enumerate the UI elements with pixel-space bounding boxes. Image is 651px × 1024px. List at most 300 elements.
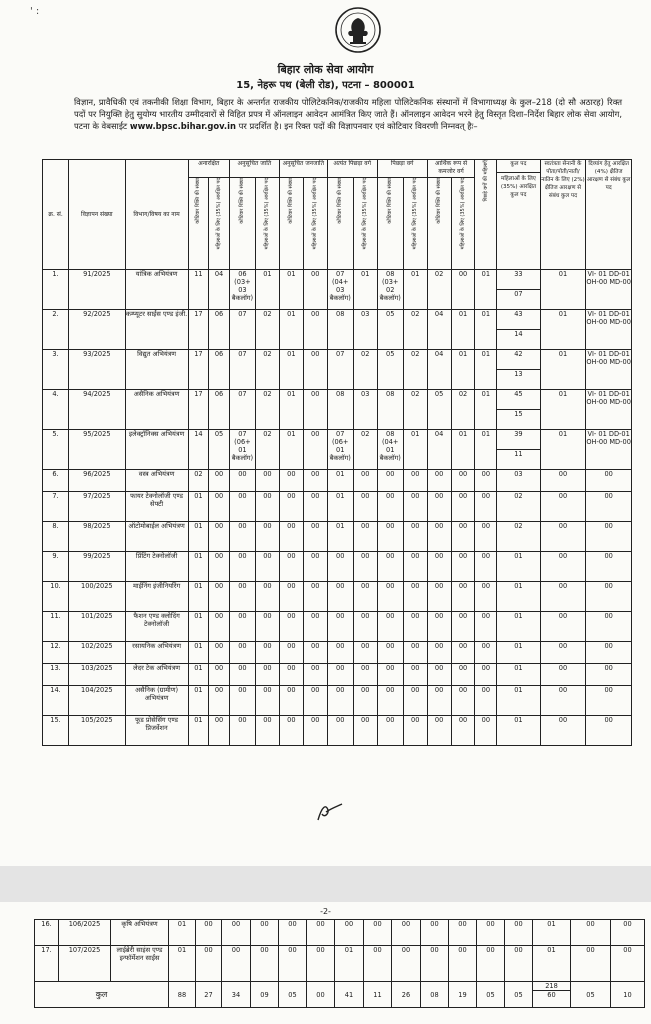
total-value: 08 bbox=[421, 982, 449, 1008]
cell-value: 00 bbox=[255, 642, 279, 664]
cell-sno: 5. bbox=[43, 430, 69, 470]
cell-adv: 101/2025 bbox=[69, 612, 126, 642]
cell-freedom: 01 bbox=[540, 390, 586, 430]
cell-value: 00 bbox=[477, 946, 505, 982]
cell-value: 01 bbox=[279, 310, 303, 350]
cell-value: 00 bbox=[475, 612, 497, 642]
cell-value: 00 bbox=[505, 946, 533, 982]
cell-dept: ऑटोमोबाईल अभियंत्रण bbox=[125, 522, 188, 552]
cell-value: 00 bbox=[353, 612, 377, 642]
cell-value: 06 bbox=[209, 390, 230, 430]
total-grand-women: 60 bbox=[533, 990, 570, 999]
cell-sno: 10. bbox=[43, 582, 69, 612]
total-value: 11 bbox=[364, 982, 392, 1008]
cell-value: 00 bbox=[279, 664, 303, 686]
corner-mark: ' : bbox=[30, 6, 40, 17]
cell-value: 01 bbox=[475, 430, 497, 470]
cell-value: 00 bbox=[475, 642, 497, 664]
cell-value: 00 bbox=[303, 350, 327, 390]
cell-total: 02 bbox=[497, 522, 540, 552]
cell-value: 05 bbox=[377, 310, 403, 350]
cell-value: 17 bbox=[188, 350, 209, 390]
cell-value: 00 bbox=[377, 492, 403, 522]
cell-value: 01 bbox=[475, 350, 497, 390]
cell-value: 00 bbox=[303, 310, 327, 350]
cell-value: 00 bbox=[327, 664, 353, 686]
cell-divyang: 00 bbox=[586, 552, 632, 582]
cell-value: 00 bbox=[451, 716, 475, 746]
cell-freedom: 00 bbox=[540, 470, 586, 492]
cell-value: 00 bbox=[209, 492, 230, 522]
cell-value: 00 bbox=[303, 552, 327, 582]
cell-sno: 7. bbox=[43, 492, 69, 522]
cell-freedom: 01 bbox=[540, 430, 586, 470]
cell-value: 04 bbox=[209, 270, 230, 310]
cell-value: 02 bbox=[255, 390, 279, 430]
cell-value: 00 bbox=[229, 552, 255, 582]
cell-value: 00 bbox=[427, 470, 451, 492]
total-divyang: 10 bbox=[611, 982, 645, 1008]
cell-sno: 6. bbox=[43, 470, 69, 492]
th-total bbox=[497, 160, 540, 270]
cell-value: 02 bbox=[403, 350, 427, 390]
cell-value: 00 bbox=[251, 920, 279, 946]
cell-value: 01 bbox=[188, 492, 209, 522]
cell-value: 11 bbox=[188, 270, 209, 310]
cell-adv: 106/2025 bbox=[59, 920, 111, 946]
cell-value: 00 bbox=[353, 664, 377, 686]
cell-value: 00 bbox=[255, 664, 279, 686]
cell-freedom: 01 bbox=[540, 310, 586, 350]
table-row bbox=[43, 470, 632, 492]
cell-value: 00 bbox=[255, 470, 279, 492]
cell-value: 00 bbox=[427, 612, 451, 642]
cell-value: 00 bbox=[279, 920, 307, 946]
cell-value: 00 bbox=[209, 582, 230, 612]
total-value: 05 bbox=[477, 982, 505, 1008]
cell-value: 00 bbox=[377, 612, 403, 642]
cell-divyang: 00 bbox=[586, 716, 632, 746]
cell-value: 00 bbox=[196, 920, 222, 946]
cell-freedom: 00 bbox=[540, 582, 586, 612]
th-group-sc: अनुसूचित जाति bbox=[229, 160, 279, 178]
cell-value: 00 bbox=[353, 522, 377, 552]
th-sub-category-count: कोटिवार रिक्ति की संख्या bbox=[427, 178, 451, 270]
cell-sno: 1. bbox=[43, 270, 69, 310]
cell-dept: माईनिंग इंजीनियरिंग bbox=[125, 582, 188, 612]
cell-value: 00 bbox=[421, 946, 449, 982]
cell-value: 00 bbox=[209, 686, 230, 716]
cell-value: 00 bbox=[377, 716, 403, 746]
cell-value: 00 bbox=[403, 552, 427, 582]
cell-value: 02 bbox=[403, 310, 427, 350]
cell-value: 08 bbox=[327, 310, 353, 350]
cell-total: 33 bbox=[497, 270, 540, 290]
cell-total: 01 bbox=[497, 686, 540, 716]
total-value: 05 bbox=[505, 982, 533, 1008]
th-sub-women-reserved: महिलाओं के लिए (35%) आरक्षित पद bbox=[209, 178, 230, 270]
total-value: 41 bbox=[335, 982, 364, 1008]
cell-value: 00 bbox=[451, 642, 475, 664]
cell-value: 01 bbox=[353, 270, 377, 310]
total-value: 00 bbox=[307, 982, 335, 1008]
cell-value: 00 bbox=[353, 686, 377, 716]
cell-divyang: 00 bbox=[586, 612, 632, 642]
cell-dept: रसायनिक अभियंत्रण bbox=[125, 642, 188, 664]
cell-adv: 102/2025 bbox=[69, 642, 126, 664]
cell-value: 01 bbox=[335, 946, 364, 982]
cell-dept: फैशन एण्ड क्लोदिंग टेक्नोलॉजी bbox=[125, 612, 188, 642]
cell-value: 00 bbox=[279, 522, 303, 552]
cell-sno: 11. bbox=[43, 612, 69, 642]
cell-value: 07 bbox=[327, 350, 353, 390]
signature-icon bbox=[310, 800, 350, 824]
cell-value: 06 bbox=[209, 310, 230, 350]
th-sub-category-count: कोटिवार रिक्ति की संख्या bbox=[327, 178, 353, 270]
th-total-women: महिलाओं के लिए (35%) आरक्षित कुल पद bbox=[497, 172, 539, 199]
cell-divyang: VI- 01 DD-01 OH-00 MD-00 bbox=[586, 350, 632, 390]
cell-dept: असैनिक अभियंत्रण bbox=[125, 390, 188, 430]
cell-value: 00 bbox=[327, 582, 353, 612]
total-row bbox=[35, 982, 645, 1008]
cell-value: 00 bbox=[307, 920, 335, 946]
cell-adv: 107/2025 bbox=[59, 946, 111, 982]
cell-divyang: 00 bbox=[586, 664, 632, 686]
cell-value: 17 bbox=[188, 310, 209, 350]
cell-value: 00 bbox=[475, 716, 497, 746]
cell-sno: 12. bbox=[43, 642, 69, 664]
cell-value: 00 bbox=[209, 716, 230, 746]
cell-total: 01 bbox=[533, 920, 571, 946]
cell-value: 00 bbox=[279, 552, 303, 582]
cell-value: 00 bbox=[229, 582, 255, 612]
cell-value: 00 bbox=[505, 920, 533, 946]
cell-value: 00 bbox=[229, 642, 255, 664]
th-sub-women-reserved: महिलाओं के लिए (35%) आरक्षित पद bbox=[303, 178, 327, 270]
cell-sno: 14. bbox=[43, 686, 69, 716]
cell-value: 05 bbox=[427, 390, 451, 430]
cell-value: 04 bbox=[427, 310, 451, 350]
table-row bbox=[43, 430, 632, 450]
cell-value: 00 bbox=[255, 686, 279, 716]
cell-sno: 15. bbox=[43, 716, 69, 746]
cell-adv: 99/2025 bbox=[69, 552, 126, 582]
cell-value: 00 bbox=[377, 686, 403, 716]
cell-value: 00 bbox=[303, 470, 327, 492]
cell-value: 00 bbox=[327, 716, 353, 746]
cell-sno: 4. bbox=[43, 390, 69, 430]
cell-adv: 103/2025 bbox=[69, 664, 126, 686]
cell-divyang: VI- 01 DD-01 OH-00 MD-00 bbox=[586, 390, 632, 430]
table-row bbox=[35, 946, 645, 982]
th-group-ebc: अत्यंत पिछड़ा वर्ग bbox=[327, 160, 377, 178]
cell-value: 00 bbox=[427, 664, 451, 686]
cell-value: 00 bbox=[303, 612, 327, 642]
cell-value: 02 bbox=[188, 470, 209, 492]
th-sub-women-reserved: महिलाओं के लिए (35%) आरक्षित पद bbox=[403, 178, 427, 270]
cell-value: 01 bbox=[279, 390, 303, 430]
th-sub-category-count: कोटिवार रिक्ति की संख्या bbox=[229, 178, 255, 270]
cell-value: 01 bbox=[188, 642, 209, 664]
cell-value: 00 bbox=[229, 492, 255, 522]
cell-value: 00 bbox=[475, 686, 497, 716]
total-value: 34 bbox=[222, 982, 251, 1008]
cell-value: 00 bbox=[392, 920, 421, 946]
cell-value: 01 bbox=[188, 582, 209, 612]
cell-total: 01 bbox=[497, 716, 540, 746]
cell-adv: 100/2025 bbox=[69, 582, 126, 612]
cell-value: 00 bbox=[303, 686, 327, 716]
table-row bbox=[43, 270, 632, 290]
cell-freedom: 00 bbox=[540, 612, 586, 642]
cell-value: 00 bbox=[403, 664, 427, 686]
total-value: 09 bbox=[251, 982, 279, 1008]
cell-value: 08 bbox=[327, 390, 353, 430]
cell-value: 00 bbox=[279, 582, 303, 612]
cell-value: 00 bbox=[255, 716, 279, 746]
cell-value: 00 bbox=[449, 946, 477, 982]
cell-value: 02 bbox=[451, 390, 475, 430]
cell-adv: 96/2025 bbox=[69, 470, 126, 492]
table-row bbox=[43, 522, 632, 552]
cell-total: 01 bbox=[497, 612, 540, 642]
cell-value: 00 bbox=[449, 920, 477, 946]
cell-divyang: 00 bbox=[586, 642, 632, 664]
cell-value: 07 (06+ 01 बैकलॉग) bbox=[327, 430, 353, 470]
cell-freedom: 00 bbox=[540, 716, 586, 746]
cell-value: 00 bbox=[451, 582, 475, 612]
cell-divyang: 00 bbox=[611, 920, 645, 946]
total-value: 05 bbox=[279, 982, 307, 1008]
cell-value: 00 bbox=[353, 642, 377, 664]
cell-freedom: 01 bbox=[540, 350, 586, 390]
cell-value: 00 bbox=[377, 642, 403, 664]
th-backward-women: पिछड़े वर्गों की महिलाएँ bbox=[475, 160, 497, 270]
cell-value: 02 bbox=[255, 310, 279, 350]
total-grand-value: 218 bbox=[545, 982, 558, 990]
cell-value: 00 bbox=[353, 552, 377, 582]
cell-sno: 2. bbox=[43, 310, 69, 350]
cell-value: 00 bbox=[229, 686, 255, 716]
cell-sno: 17. bbox=[35, 946, 59, 982]
website-link[interactable]: www.bpsc.bihar.gov.in bbox=[129, 121, 236, 132]
cell-value: 00 bbox=[475, 492, 497, 522]
th-sno: क्र. सं. bbox=[43, 160, 69, 270]
cell-women-total: 07 bbox=[497, 290, 540, 310]
cell-value: 01 bbox=[279, 350, 303, 390]
cell-value: 00 bbox=[307, 946, 335, 982]
cell-value: 01 bbox=[327, 470, 353, 492]
cell-adv: 95/2025 bbox=[69, 430, 126, 470]
cell-value: 00 bbox=[403, 492, 427, 522]
cell-women-total: 11 bbox=[497, 450, 540, 470]
intro-tail: पर प्रदर्शित है। इन रिक्त पदों की विज्ञापनवार एवं कोटिवार विवरणी निम्नवत् हैः– bbox=[235, 121, 478, 132]
cell-value: 00 bbox=[229, 664, 255, 686]
cell-value: 00 bbox=[353, 470, 377, 492]
cell-value: 00 bbox=[327, 552, 353, 582]
th-total-label: कुल पद bbox=[510, 161, 527, 167]
cell-value: 01 bbox=[279, 430, 303, 470]
cell-value: 00 bbox=[403, 582, 427, 612]
table-row bbox=[43, 492, 632, 522]
cell-value: 00 bbox=[229, 522, 255, 552]
cell-value: 01 bbox=[403, 270, 427, 310]
cell-value: 05 bbox=[377, 350, 403, 390]
cell-value: 00 bbox=[451, 686, 475, 716]
cell-total: 42 bbox=[497, 350, 540, 370]
cell-value: 05 bbox=[209, 430, 230, 470]
cell-value: 07 bbox=[229, 310, 255, 350]
cell-value: 00 bbox=[451, 492, 475, 522]
cell-dept: कम्प्यूटर साईंस एण्ड इंजी. bbox=[125, 310, 188, 350]
cell-adv: 104/2025 bbox=[69, 686, 126, 716]
cell-sno: 13. bbox=[43, 664, 69, 686]
table-row bbox=[35, 920, 645, 946]
cell-value: 17 bbox=[188, 390, 209, 430]
th-sub-category-count: कोटिवार रिक्ति की संख्या bbox=[279, 178, 303, 270]
cell-value: 00 bbox=[403, 612, 427, 642]
cell-value: 00 bbox=[403, 642, 427, 664]
cell-value: 00 bbox=[327, 612, 353, 642]
cell-adv: 94/2025 bbox=[69, 390, 126, 430]
total-value: 88 bbox=[169, 982, 196, 1008]
table-row bbox=[43, 716, 632, 746]
cell-value: 00 bbox=[303, 390, 327, 430]
cell-value: 01 bbox=[451, 310, 475, 350]
cell-value: 01 bbox=[279, 270, 303, 310]
cell-value: 00 bbox=[427, 492, 451, 522]
cell-dept: लाईब्रेरी साइंस एण्ड इन्फॉर्मेशन साईंस bbox=[111, 946, 169, 982]
cell-value: 00 bbox=[451, 270, 475, 310]
cell-divyang: VI- 01 DD-01 OH-00 MD-00 bbox=[586, 310, 632, 350]
cell-value: 07 (06+ 01 बैकलॉग) bbox=[229, 430, 255, 470]
cell-value: 02 bbox=[255, 350, 279, 390]
cell-freedom: 00 bbox=[540, 664, 586, 686]
cell-value: 01 bbox=[188, 716, 209, 746]
cell-value: 00 bbox=[279, 716, 303, 746]
cell-value: 00 bbox=[451, 522, 475, 552]
cell-value: 00 bbox=[475, 522, 497, 552]
cell-total: 02 bbox=[497, 492, 540, 522]
cell-freedom: 00 bbox=[571, 920, 611, 946]
cell-value: 02 bbox=[403, 390, 427, 430]
cell-value: 02 bbox=[255, 430, 279, 470]
cell-value: 00 bbox=[209, 522, 230, 552]
cell-value: 00 bbox=[327, 642, 353, 664]
cell-value: 00 bbox=[403, 522, 427, 552]
cell-value: 00 bbox=[303, 716, 327, 746]
cell-divyang: VI- 01 DD-01 OH-00 MD-00 bbox=[586, 270, 632, 310]
cell-divyang: 00 bbox=[586, 522, 632, 552]
cell-value: 00 bbox=[377, 582, 403, 612]
cell-value: 00 bbox=[255, 612, 279, 642]
cell-adv: 98/2025 bbox=[69, 522, 126, 552]
cell-total: 01 bbox=[497, 582, 540, 612]
cell-freedom: 00 bbox=[540, 522, 586, 552]
cell-value: 00 bbox=[209, 552, 230, 582]
cell-value: 01 bbox=[327, 522, 353, 552]
th-divyang: दिव्यांग हेतु आरक्षित (4%) क्षैतिज आरक्षण से संबंध कुल पद bbox=[586, 160, 632, 270]
cell-value: 07 (04+ 03 बैकलॉग) bbox=[327, 270, 353, 310]
cell-value: 01 bbox=[188, 552, 209, 582]
page-number: -2- bbox=[320, 907, 331, 916]
cell-value: 00 bbox=[279, 470, 303, 492]
cell-divyang: 00 bbox=[586, 492, 632, 522]
cell-value: 01 bbox=[327, 492, 353, 522]
cell-value: 00 bbox=[303, 522, 327, 552]
cell-dept: कृषि अभियंत्रण bbox=[111, 920, 169, 946]
org-title: बिहार लोक सेवा आयोग bbox=[277, 63, 374, 76]
cell-value: 00 bbox=[451, 470, 475, 492]
cell-value: 00 bbox=[403, 686, 427, 716]
cell-value: 00 bbox=[255, 552, 279, 582]
vacancy-table bbox=[42, 159, 632, 746]
cell-value: 00 bbox=[303, 642, 327, 664]
table-row bbox=[43, 390, 632, 410]
cell-sno: 8. bbox=[43, 522, 69, 552]
cell-value: 00 bbox=[475, 582, 497, 612]
cell-value: 01 bbox=[188, 522, 209, 552]
cell-dept: विद्युत अभियंत्रण bbox=[125, 350, 188, 390]
cell-value: 01 bbox=[475, 270, 497, 310]
cell-value: 01 bbox=[403, 430, 427, 470]
cell-value: 00 bbox=[475, 664, 497, 686]
cell-freedom: 00 bbox=[540, 642, 586, 664]
cell-adv: 92/2025 bbox=[69, 310, 126, 350]
cell-value: 00 bbox=[255, 582, 279, 612]
cell-value: 00 bbox=[279, 492, 303, 522]
cell-value: 00 bbox=[427, 686, 451, 716]
cell-value: 04 bbox=[427, 350, 451, 390]
cell-adv: 105/2025 bbox=[69, 716, 126, 746]
cell-value: 00 bbox=[451, 664, 475, 686]
cell-adv: 91/2025 bbox=[69, 270, 126, 310]
cell-value: 00 bbox=[327, 686, 353, 716]
cell-value: 00 bbox=[427, 642, 451, 664]
cell-value: 07 bbox=[229, 350, 255, 390]
cell-value: 00 bbox=[377, 664, 403, 686]
cell-value: 00 bbox=[377, 470, 403, 492]
cell-value: 01 bbox=[188, 686, 209, 716]
cell-value: 00 bbox=[377, 522, 403, 552]
cell-value: 00 bbox=[475, 470, 497, 492]
cell-value: 00 bbox=[303, 492, 327, 522]
cell-women-total: 14 bbox=[497, 330, 540, 350]
th-sub-category-count: कोटिवार रिक्ति की संख्या bbox=[188, 178, 209, 270]
cell-value: 00 bbox=[229, 470, 255, 492]
cell-value: 00 bbox=[421, 920, 449, 946]
cell-value: 08 (04+ 01 बैकलॉग) bbox=[377, 430, 403, 470]
cell-divyang: 00 bbox=[586, 582, 632, 612]
bpsc-emblem-icon bbox=[334, 6, 382, 54]
total-value: 19 bbox=[449, 982, 477, 1008]
cell-value: 00 bbox=[209, 642, 230, 664]
cell-value: 00 bbox=[303, 430, 327, 470]
cell-sno: 3. bbox=[43, 350, 69, 390]
cell-freedom: 00 bbox=[540, 492, 586, 522]
total-freedom: 05 bbox=[571, 982, 611, 1008]
cell-value: 00 bbox=[279, 686, 303, 716]
table-row bbox=[43, 350, 632, 370]
cell-value: 00 bbox=[251, 946, 279, 982]
table-row bbox=[43, 582, 632, 612]
cell-value: 00 bbox=[335, 920, 364, 946]
cell-value: 00 bbox=[255, 522, 279, 552]
cell-value: 00 bbox=[303, 664, 327, 686]
cell-total: 01 bbox=[497, 552, 540, 582]
table-row bbox=[43, 612, 632, 642]
cell-value: 02 bbox=[353, 350, 377, 390]
